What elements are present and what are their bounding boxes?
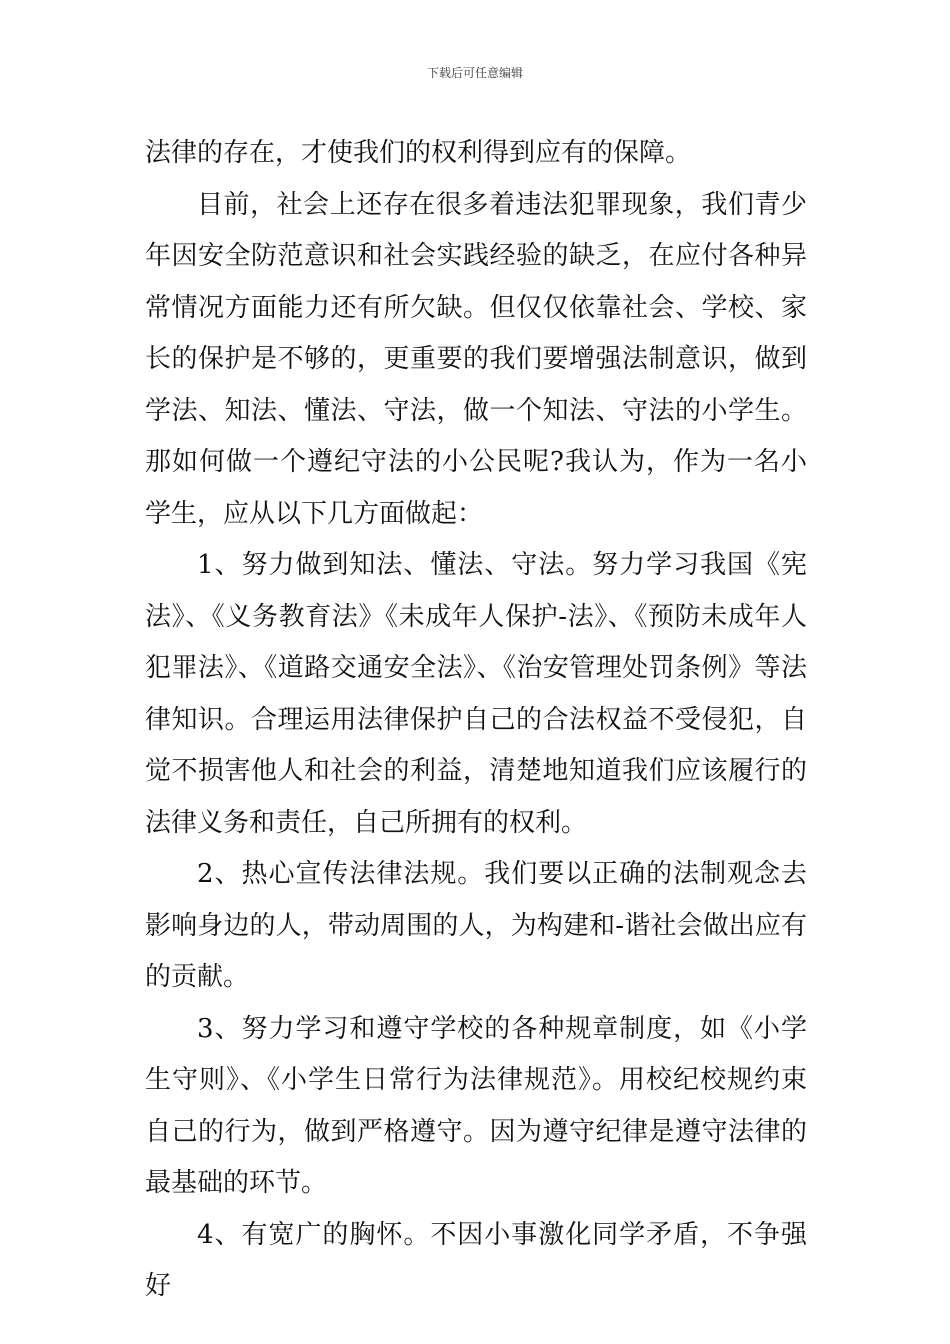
paragraph-3: 1、努力做到知法、懂法、守法。努力学习我国《宪法》、《义务教育法》《未成年人保护-法》、《预防未成年人犯罪法》、《道路交通安全法》、《治安管理处罚条例》等法律知识。合理运用法律保护自己的合法权益不受侵犯，自觉不损害他人和社会的利益，清楚地知道我们应该履行的法律义务和责任，自己所拥有的权利。 [145,550,807,838]
paragraph-6: 4、有宽广的胸怀。不因小事激化同学矛盾，不争强好 [145,1219,807,1301]
paragraph-2: 目前，社会上还存在很多着违法犯罪现象，我们青少年因安全防范意识和社会实践经验的缺乏，在应付各种异常情况方面能力还有所欠缺。但仅仅依靠社会、学校、家长的保护是不够的，更重要的我们要增强法制意识，做到学法、知法、懂法、守法，做一个知法、守法的小学生。那如何做一个遵纪守法的小公民呢?我认为，作为一名小学生，应从以下几方面做起： [145,189,807,529]
paragraph-4: 2、热心宣传法律法规。我们要以正确的法制观念去影响身边的人，带动周围的人，为构建和-谐社会做出应有的贡献。 [145,859,807,992]
document-body [145,128,807,1313]
paragraph-1: 法律的存在，才使我们的权利得到应有的保障。 [145,138,692,168]
header-note: 下载后可任意编辑 [426,66,523,80]
paragraph-5: 3、努力学习和遵守学校的各种规章制度，如《小学生守则》、《小学生日常行为法律规范》。用校纪校规约束自己的行为，做到严格遵守。因为遵守纪律是遵守法律的最基础的环节。 [145,1013,807,1198]
